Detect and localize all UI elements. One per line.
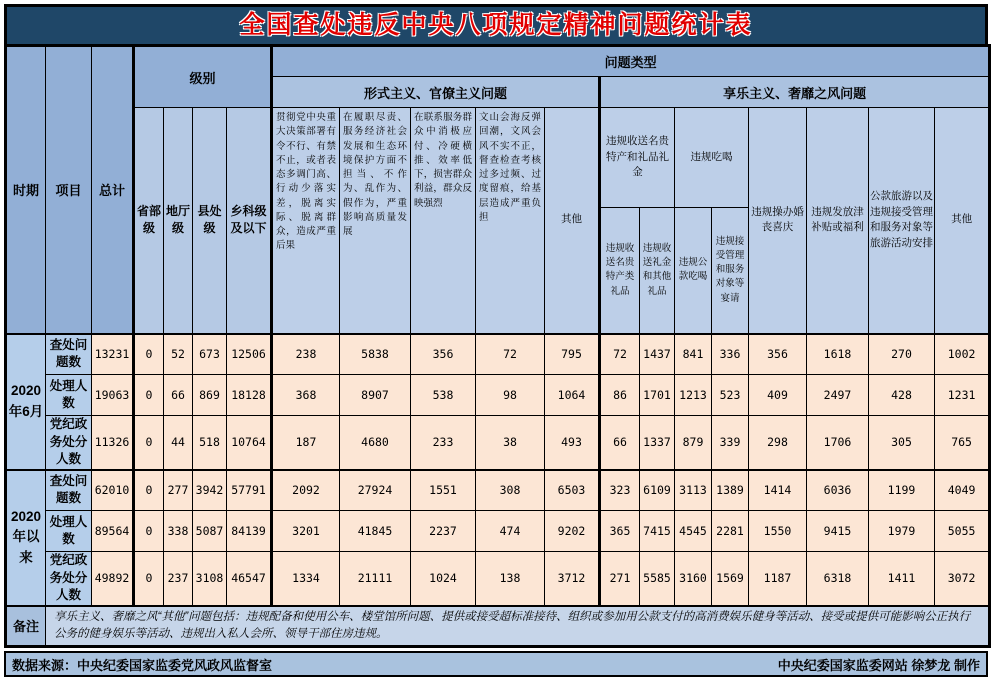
header-formalism-col-2: 在履职尽责、服务经济社会发展和生态环境保护方面不担当、不作为、乱作为、假作为，严重影响高质量发展	[340, 108, 411, 334]
data-cell: 2092	[272, 470, 340, 511]
row-label: 处理人数	[46, 511, 92, 552]
data-cell: 0	[134, 470, 164, 511]
period-cell: 2020年6月	[6, 334, 46, 470]
header-total: 总计	[92, 46, 134, 334]
period-cell: 2020年以来	[6, 470, 46, 606]
data-cell: 5087	[193, 511, 227, 552]
data-cell: 27924	[340, 470, 411, 511]
header-dining-public-funds: 违规公款吃喝	[675, 208, 712, 334]
data-cell: 52	[164, 334, 193, 375]
data-cell: 323	[600, 470, 640, 511]
data-cell: 308	[476, 470, 545, 511]
data-cell: 138	[476, 552, 545, 606]
header-gifts-cash: 违规收送礼金和其他礼品	[640, 208, 675, 334]
page-title: 全国查处违反中央八项规定精神问题统计表	[4, 4, 988, 44]
footer-bar	[4, 651, 988, 677]
data-cell: 3160	[675, 552, 712, 606]
data-cell: 66	[164, 375, 193, 416]
data-cell: 1706	[807, 416, 869, 470]
data-cell: 1231	[935, 375, 990, 416]
data-cell: 841	[675, 334, 712, 375]
data-cell: 879	[675, 416, 712, 470]
data-cell: 6109	[640, 470, 675, 511]
data-cell: 72	[476, 334, 545, 375]
header-gifts-specialty: 违规收送名贵特产类礼品	[600, 208, 640, 334]
data-cell: 6318	[807, 552, 869, 606]
data-cell: 298	[749, 416, 807, 470]
data-cell: 5838	[340, 334, 411, 375]
data-cell: 0	[134, 511, 164, 552]
data-cell: 338	[164, 511, 193, 552]
data-cell: 368	[272, 375, 340, 416]
data-cell: 49892	[92, 552, 134, 606]
data-source: 数据来源：中央纪委国家监委党风政风监督室	[12, 657, 273, 673]
data-cell: 673	[193, 334, 227, 375]
data-cell: 1199	[869, 470, 935, 511]
data-cell: 10764	[227, 416, 272, 470]
data-cell: 2237	[411, 511, 476, 552]
header-public-travel: 公款旅游以及违规接受管理和服务对象等旅游活动安排	[869, 108, 935, 334]
header-allowances: 违规发放津补贴或福利	[807, 108, 869, 334]
data-cell: 270	[869, 334, 935, 375]
data-cell: 6036	[807, 470, 869, 511]
header-hedonism-other: 其他	[935, 108, 990, 334]
data-cell: 3712	[545, 552, 600, 606]
data-cell: 305	[869, 416, 935, 470]
data-cell: 1213	[675, 375, 712, 416]
data-cell: 237	[164, 552, 193, 606]
data-cell: 1337	[640, 416, 675, 470]
data-cell: 5055	[935, 511, 990, 552]
data-cell: 1550	[749, 511, 807, 552]
header-level-township: 乡科级及以下	[227, 108, 272, 334]
data-cell: 1979	[869, 511, 935, 552]
data-cell: 72	[600, 334, 640, 375]
data-cell: 21111	[340, 552, 411, 606]
data-cell: 523	[712, 375, 749, 416]
data-cell: 1187	[749, 552, 807, 606]
header-level-provincial: 省部级	[134, 108, 164, 334]
data-cell: 765	[935, 416, 990, 470]
data-cell: 493	[545, 416, 600, 470]
data-cell: 4545	[675, 511, 712, 552]
data-cell: 474	[476, 511, 545, 552]
data-cell: 1389	[712, 470, 749, 511]
note-text: 享乐主义、奢靡之风“其他”问题包括：违规配备和使用公车、楼堂馆所问题、提供或接受超标准接待、组织或参加用公款支付的高消费娱乐健身等活动、接受或提供可能影响公正执行公务的健身娱乐等活动、违规出入私人会所、领导干部住房违规。	[46, 606, 990, 647]
header-level-county: 县处级	[193, 108, 227, 334]
data-cell: 0	[134, 334, 164, 375]
data-cell: 538	[411, 375, 476, 416]
data-cell: 233	[411, 416, 476, 470]
data-cell: 4049	[935, 470, 990, 511]
data-cell: 336	[712, 334, 749, 375]
data-cell: 18128	[227, 375, 272, 416]
data-cell: 3113	[675, 470, 712, 511]
data-cell: 365	[600, 511, 640, 552]
data-cell: 13231	[92, 334, 134, 375]
row-label: 查处问题数	[46, 470, 92, 511]
data-cell: 38	[476, 416, 545, 470]
data-cell: 1569	[712, 552, 749, 606]
header-formalism-col-3: 在联系服务群众中消极应付、冷硬横推、效率低下，损害群众利益，群众反映强烈	[411, 108, 476, 334]
data-cell: 277	[164, 470, 193, 511]
data-cell: 187	[272, 416, 340, 470]
data-cell: 1701	[640, 375, 675, 416]
data-cell: 3942	[193, 470, 227, 511]
data-cell: 86	[600, 375, 640, 416]
row-label: 党纪政务处分人数	[46, 416, 92, 470]
header-formalism-other: 其他	[545, 108, 600, 334]
header-level-prefecture: 地厅级	[164, 108, 193, 334]
data-cell: 409	[749, 375, 807, 416]
header-problem-type: 问题类型	[272, 46, 990, 77]
data-cell: 84139	[227, 511, 272, 552]
row-label: 处理人数	[46, 375, 92, 416]
data-cell: 1334	[272, 552, 340, 606]
header-formalism-col-1: 贯彻党中央重大决策部署有令不行、有禁不止，或者表态多调门高、行动少落实差，脱离实际、脱离群众，造成严重后果	[272, 108, 340, 334]
data-cell: 1551	[411, 470, 476, 511]
data-cell: 41845	[340, 511, 411, 552]
header-hedonism-group: 享乐主义、奢靡之风问题	[600, 77, 990, 108]
data-cell: 11326	[92, 416, 134, 470]
data-cell: 5585	[640, 552, 675, 606]
data-cell: 795	[545, 334, 600, 375]
credit: 中央纪委国家监委网站 徐梦龙 制作	[777, 657, 980, 673]
data-cell: 2497	[807, 375, 869, 416]
data-cell: 98	[476, 375, 545, 416]
header-weddings-funerals: 违规操办婚丧喜庆	[749, 108, 807, 334]
data-cell: 7415	[640, 511, 675, 552]
data-cell: 428	[869, 375, 935, 416]
data-cell: 869	[193, 375, 227, 416]
header-period: 时期	[6, 46, 46, 334]
data-cell: 1414	[749, 470, 807, 511]
data-cell: 2281	[712, 511, 749, 552]
data-cell: 3072	[935, 552, 990, 606]
header-formalism-group: 形式主义、官僚主义问题	[272, 77, 600, 108]
data-cell: 9415	[807, 511, 869, 552]
header-dining-banquets: 违规接受管理和服务对象等宴请	[712, 208, 749, 334]
data-cell: 1024	[411, 552, 476, 606]
data-cell: 46547	[227, 552, 272, 606]
data-cell: 0	[134, 552, 164, 606]
data-cell: 1411	[869, 552, 935, 606]
data-cell: 3201	[272, 511, 340, 552]
header-formalism-col-4: 文山会海反弹回潮，文风会风不实不正，督查检查考核过多过频、过度留痕，给基层造成严重负担	[476, 108, 545, 334]
data-cell: 6503	[545, 470, 600, 511]
data-cell: 1618	[807, 334, 869, 375]
row-label: 党纪政务处分人数	[46, 552, 92, 606]
data-cell: 44	[164, 416, 193, 470]
data-cell: 66	[600, 416, 640, 470]
data-cell: 0	[134, 375, 164, 416]
header-gifts-group: 违规收送名贵特产和礼品礼金	[600, 108, 675, 208]
data-cell: 62010	[92, 470, 134, 511]
data-cell: 4680	[340, 416, 411, 470]
header-item: 项目	[46, 46, 92, 334]
data-cell: 356	[749, 334, 807, 375]
data-cell: 339	[712, 416, 749, 470]
data-cell: 3108	[193, 552, 227, 606]
data-cell: 9202	[545, 511, 600, 552]
data-cell: 1002	[935, 334, 990, 375]
data-cell: 12506	[227, 334, 272, 375]
data-cell: 1064	[545, 375, 600, 416]
data-cell: 518	[193, 416, 227, 470]
note-label: 备注	[6, 606, 46, 647]
header-level-group: 级别	[134, 46, 272, 108]
data-cell: 19063	[92, 375, 134, 416]
data-cell: 57791	[227, 470, 272, 511]
data-cell: 238	[272, 334, 340, 375]
data-cell: 1437	[640, 334, 675, 375]
data-cell: 89564	[92, 511, 134, 552]
data-cell: 271	[600, 552, 640, 606]
statistics-table	[4, 44, 991, 648]
row-label: 查处问题数	[46, 334, 92, 375]
data-cell: 0	[134, 416, 164, 470]
header-dining-group: 违规吃喝	[675, 108, 749, 208]
data-cell: 8907	[340, 375, 411, 416]
data-cell: 356	[411, 334, 476, 375]
